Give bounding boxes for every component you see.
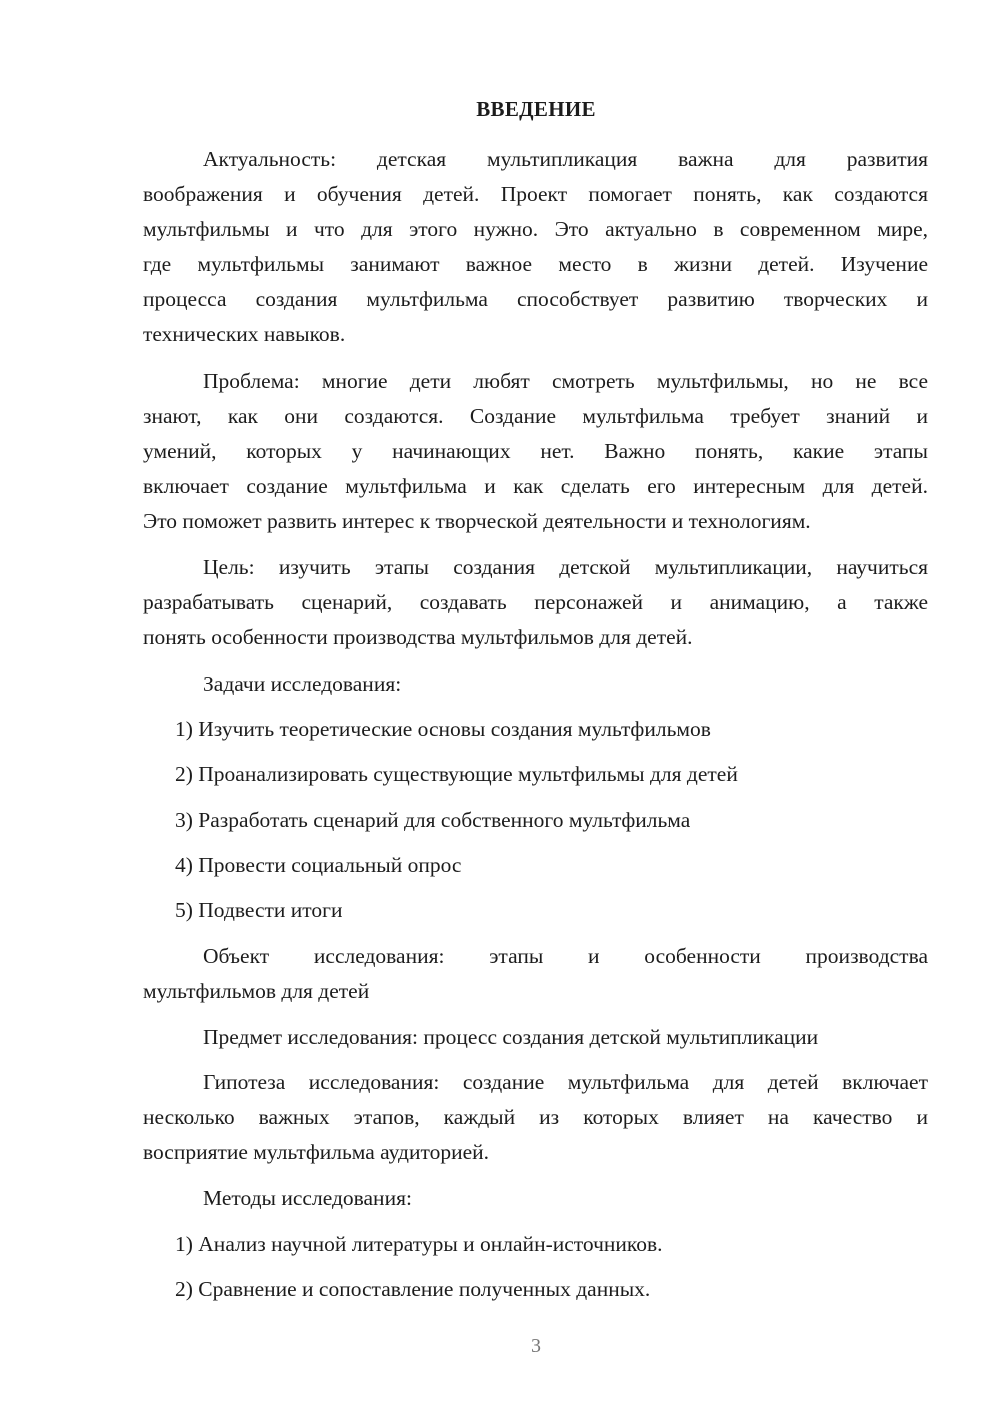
actuality-line: технических навыков. [143,322,346,346]
actuality-line: воображения и обучения детей. Проект помогает понять, как создаются [143,182,928,206]
subject-line: Предмет исследования: процесс создания детской мультипликации [203,1025,819,1049]
hypothesis-line: Гипотеза исследования: создание мультфильма для детей включает [203,1070,928,1094]
hypothesis-line: несколько важных этапов, каждый из которых влияет на качество и [143,1105,928,1129]
problem-line: включает создание мультфильма и как сделать его интересным для детей. [143,474,928,498]
goal-line: Цель: изучить этапы создания детской мультипликации, научиться [203,555,928,579]
goal-line: разрабатывать сценарий, создавать персонажей и анимацию, а также [143,590,928,614]
task-item: 4) Провести социальный опрос [175,853,462,877]
problem-line: знают, как они создаются. Создание мультфильма требует знаний и [143,404,928,428]
task-item: 2) Проанализировать существующие мультфильмы для детей [175,762,738,786]
actuality-line: где мультфильмы занимают важное место в жизни детей. Изучение [143,252,928,276]
problem-line: Это поможет развить интерес к творческой деятельности и технологиям. [143,509,811,533]
object-line: мультфильмов для детей [143,979,370,1003]
problem-line: умений, которых у начинающих нет. Важно понять, какие этапы [143,439,928,463]
actuality-line: Актуальность: детская мультипликация важна для развития [203,147,928,171]
tasks-heading: Задачи исследования: [203,672,402,696]
task-item: 5) Подвести итоги [175,898,343,922]
page-number: 3 [531,1335,541,1357]
task-item: 3) Разработать сценарий для собственного мультфильма [175,808,691,832]
methods-heading: Методы исследования: [203,1186,412,1210]
goal-line: понять особенности производства мультфильмов для детей. [143,625,693,649]
hypothesis-line: восприятие мультфильма аудиторией. [143,1140,490,1164]
page-title: ВВЕДЕНИЕ [476,97,596,121]
object-line: Объект исследования: этапы и особенности производства [203,944,928,968]
problem-line: Проблема: многие дети любят смотреть мультфильмы, но не все [203,369,928,393]
method-item: 1) Анализ научной литературы и онлайн-источников. [175,1232,663,1256]
method-item: 2) Сравнение и сопоставление полученных данных. [175,1277,651,1301]
actuality-line: мультфильмы и что для этого нужно. Это актуально в современном мире, [143,217,928,241]
actuality-line: процесса создания мультфильма способствует развитию творческих и [143,287,928,311]
task-item: 1) Изучить теоретические основы создания мультфильмов [175,717,711,741]
